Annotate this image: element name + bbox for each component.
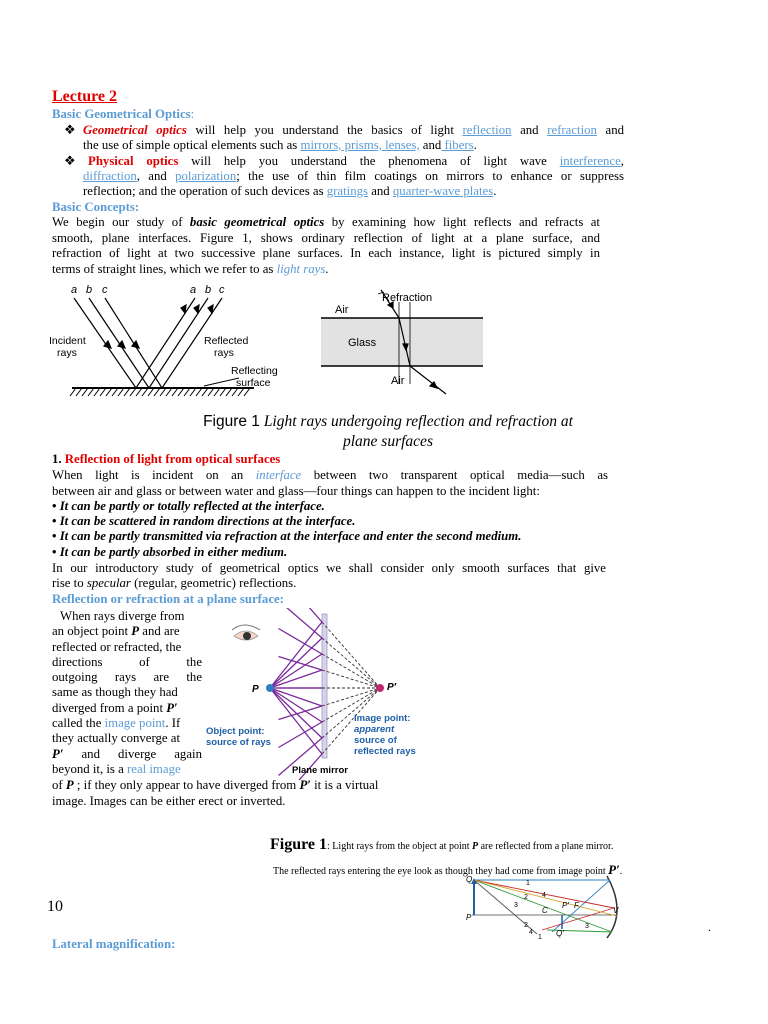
label-b-right: b [205, 284, 212, 296]
hatch-line [76, 388, 82, 396]
incident-ray-b [89, 298, 149, 388]
hatch-line [148, 388, 154, 396]
hatch-line [238, 388, 244, 396]
label-V: V [613, 906, 619, 915]
stray-dot: . [708, 920, 711, 934]
reflection-diagram [44, 280, 294, 410]
hatch-line [130, 388, 136, 396]
virtual-ray [322, 670, 380, 688]
reflection-para2-line1: In our introductory study of geometrical optics we shall consider only smooth surfaces that give [52, 561, 606, 575]
label-object-point: Object point: [206, 726, 265, 737]
hatch-line [214, 388, 220, 396]
hatch-line [202, 388, 208, 396]
hatch-line [220, 388, 226, 396]
virtual-ray [322, 688, 380, 706]
link-mirrors[interactable]: mirrors, [300, 138, 342, 152]
list-item: • It can be scattered in random directions at the interface. [52, 514, 356, 528]
list-item: • It can be partly transmitted via refraction at the interface and enter the second medium. [52, 529, 522, 543]
label-reflected-rays: reflected rays [354, 746, 416, 757]
hatch-line [178, 388, 184, 396]
link-lenses[interactable]: lenses, [381, 138, 420, 152]
plane-surface-text-line12: of P ; if they only appear to have diverged from P′ it is a virtual [52, 778, 379, 792]
hatch-line [172, 388, 178, 396]
hatch-line [190, 388, 196, 396]
virtual-ray [322, 654, 380, 688]
hatch-line [136, 388, 142, 396]
incident-ray [270, 688, 322, 722]
reflection-para-line1: When light is incident on an interface between two transparent optical media—such as [52, 468, 608, 482]
hatch-line [94, 388, 100, 396]
figure2-caption-line1: Figure 1: Light rays from the object at point P are reflected from a plane mirror. [270, 836, 614, 853]
incident-ray [270, 688, 322, 738]
concepts-line3: refraction of light at two successive plane surfaces. In each instance, light is pictured simply in [52, 246, 600, 260]
section-heading-lateral-magnification: Lateral magnification: [52, 937, 176, 951]
lecture-title: Lecture 2 [52, 88, 118, 105]
link-refraction[interactable]: refraction [547, 123, 597, 137]
eye-icon [232, 625, 260, 640]
label-apparent: apparent [354, 724, 395, 735]
label-air-bottom: Air [391, 375, 405, 387]
link-reflection[interactable]: reflection [462, 123, 512, 137]
concepts-line2: smooth, plane interfaces. Figure 1, shows ordinary reflection of light at a plane surface, and [52, 231, 600, 245]
concepts-line1: We begin our study of basic geometrical optics by examining how light reflects and refracts at [52, 215, 600, 229]
label-c-right: c [219, 284, 225, 296]
label-air-top: Air [335, 304, 349, 316]
hatch-line [124, 388, 130, 396]
label-reflected: Reflected [204, 335, 249, 347]
diamond-bullet-icon: ❖ [64, 122, 76, 137]
incident-ray [270, 638, 322, 688]
hatch-line [160, 388, 166, 396]
virtual-ray [322, 622, 380, 688]
bullet-physical-optics-line3: reflection; and the operation of such devices as gratings and quarter-wave plates. [83, 184, 497, 198]
hatch-line [142, 388, 148, 396]
surface-hatching [70, 388, 250, 396]
hatch-line [244, 388, 250, 396]
hatch-line [106, 388, 112, 396]
hatch-line [82, 388, 88, 396]
hatch-line [196, 388, 202, 396]
incident-ray [270, 654, 322, 688]
plane-surface-text-line13: image. Images can be either erect or inverted. [52, 794, 286, 808]
label-source-of-rays: source of rays [206, 737, 271, 748]
link-quarter-wave-plates[interactable]: quarter-wave plates [392, 184, 494, 198]
label-b-left: b [86, 284, 93, 296]
surface-pointer-line [204, 378, 239, 386]
diamond-bullet-icon: ❖ [64, 153, 76, 168]
bullet-geometrical-optics-line1: Geometrical optics will help you understand the basics of light reflection and refraction and [83, 123, 624, 137]
svg-text:3: 3 [514, 902, 518, 909]
label-a-left: a [71, 284, 78, 296]
hatch-line [184, 388, 190, 396]
reflection-para-line2: between air and glass or between water and glass—four things can happen to the incident light: [52, 484, 540, 498]
link-gratings[interactable]: gratings [326, 184, 368, 198]
object-point-dot [266, 684, 274, 692]
bullet-physical-optics-line1: Physical optics will help you understand the phenomena of light wave interference, [88, 154, 624, 168]
figure1-caption: Figure 1 Light rays undergoing reflection and refraction at plane surfaces [203, 413, 573, 450]
reflected-ray-a [136, 298, 195, 388]
section-heading-basic-geometrical-optics: Basic Geometrical Optics: [52, 107, 195, 121]
label-glass: Glass [348, 337, 377, 349]
concepts-line4: terms of straight lines, which we refer to as light rays. [52, 262, 329, 276]
reflected-arrow-a [181, 305, 186, 313]
label-P-prime: P′ [387, 682, 397, 693]
refraction-diagram [318, 282, 488, 397]
reflected-arrow-c [208, 305, 213, 313]
rays-group [270, 608, 322, 780]
link-polarization[interactable]: polarization [175, 169, 237, 183]
virtual-ray [322, 638, 380, 688]
svg-text:1: 1 [538, 934, 542, 941]
label-Q-prime: Q′ [556, 929, 564, 938]
svg-text:4: 4 [529, 929, 533, 936]
label-reflecting: Reflecting [231, 365, 278, 377]
hatch-line [88, 388, 94, 396]
label-incident: Incident [49, 335, 86, 347]
label-image-point: Image point: [354, 713, 411, 724]
section-heading-plane-surface: Reflection or refraction at a plane surface: [52, 592, 284, 606]
label-source-of: source of [354, 735, 397, 746]
section-heading-basic-concepts: Basic Concepts: [52, 200, 140, 214]
link-diffraction[interactable]: diffraction [83, 169, 137, 183]
label-P: P [466, 913, 472, 922]
list-item: • It can be partly or totally reflected at the interface. [52, 499, 325, 513]
label-refraction: Refraction [382, 292, 433, 304]
label-surface: surface [236, 377, 271, 389]
label-P: P [252, 684, 259, 695]
hatch-line [166, 388, 172, 396]
label-incident-rays: rays [57, 347, 77, 359]
list-item: • It can be partly absorbed in either medium. [52, 545, 288, 559]
link-fibers[interactable]: fibers [441, 138, 474, 152]
reflected-arrow-b [194, 305, 199, 313]
incident-ray [270, 688, 322, 754]
page-number: 10 [47, 898, 63, 915]
label-Q: Q [466, 875, 473, 884]
bullet-physical-optics-line2: diffraction, and polarization; the use of thin film coatings on mirrors to enhance or suppress [83, 169, 624, 183]
svg-text:2: 2 [524, 894, 528, 901]
link-interference[interactable]: interference [559, 154, 621, 168]
label-F: F [574, 901, 579, 910]
section-heading-reflection-optical-surfaces: 1. Reflection of light from optical surfaces [52, 452, 281, 466]
bullet-geometrical-optics-line2: the use of simple optical elements such as mirrors, prisms, lenses, and fibers. [83, 138, 477, 152]
hatch-line [100, 388, 106, 396]
plane-mirror-diagram [204, 608, 430, 780]
glass-slab [321, 318, 483, 366]
hatch-line [112, 388, 118, 396]
label-a-right: a [190, 284, 197, 296]
svg-text:1: 1 [526, 880, 530, 887]
label-reflected-rays: rays [214, 347, 234, 359]
figure2-caption-line2: The reflected rays entering the eye look as though they had come from image point P′. [273, 862, 623, 877]
hatch-line [226, 388, 232, 396]
svg-text:4: 4 [542, 892, 546, 899]
label-C: C [542, 906, 548, 915]
label-plane-mirror: Plane mirror [292, 765, 348, 776]
reflected-ray-b [149, 298, 208, 388]
hatch-line [118, 388, 124, 396]
hatch-line [208, 388, 214, 396]
concave-mirror-diagram [462, 872, 632, 942]
label-P-prime: P′ [562, 901, 569, 910]
hatch-line [232, 388, 238, 396]
image-point-dot [376, 684, 384, 692]
svg-text:2: 2 [524, 922, 528, 929]
ray-out-air [410, 366, 446, 394]
reflected-ray [279, 608, 323, 638]
incident-ray-c [105, 298, 162, 388]
label-c-left: c [102, 284, 108, 296]
plane-surface-text: When rays diverge from an object point P and are reflected or refracted, the directions of the outgoing rays are the same as though they had diverged from a point P′ called the image point. If they actually converge at P′ and diverge again beyond it, is a real image [52, 609, 202, 776]
reflection-para2-line2: rise to specular (regular, geometric) reflections. [52, 576, 297, 590]
hatch-line [154, 388, 160, 396]
svg-text:3: 3 [585, 923, 589, 930]
hatch-line [70, 388, 76, 396]
link-prisms[interactable]: prisms, [341, 138, 382, 152]
